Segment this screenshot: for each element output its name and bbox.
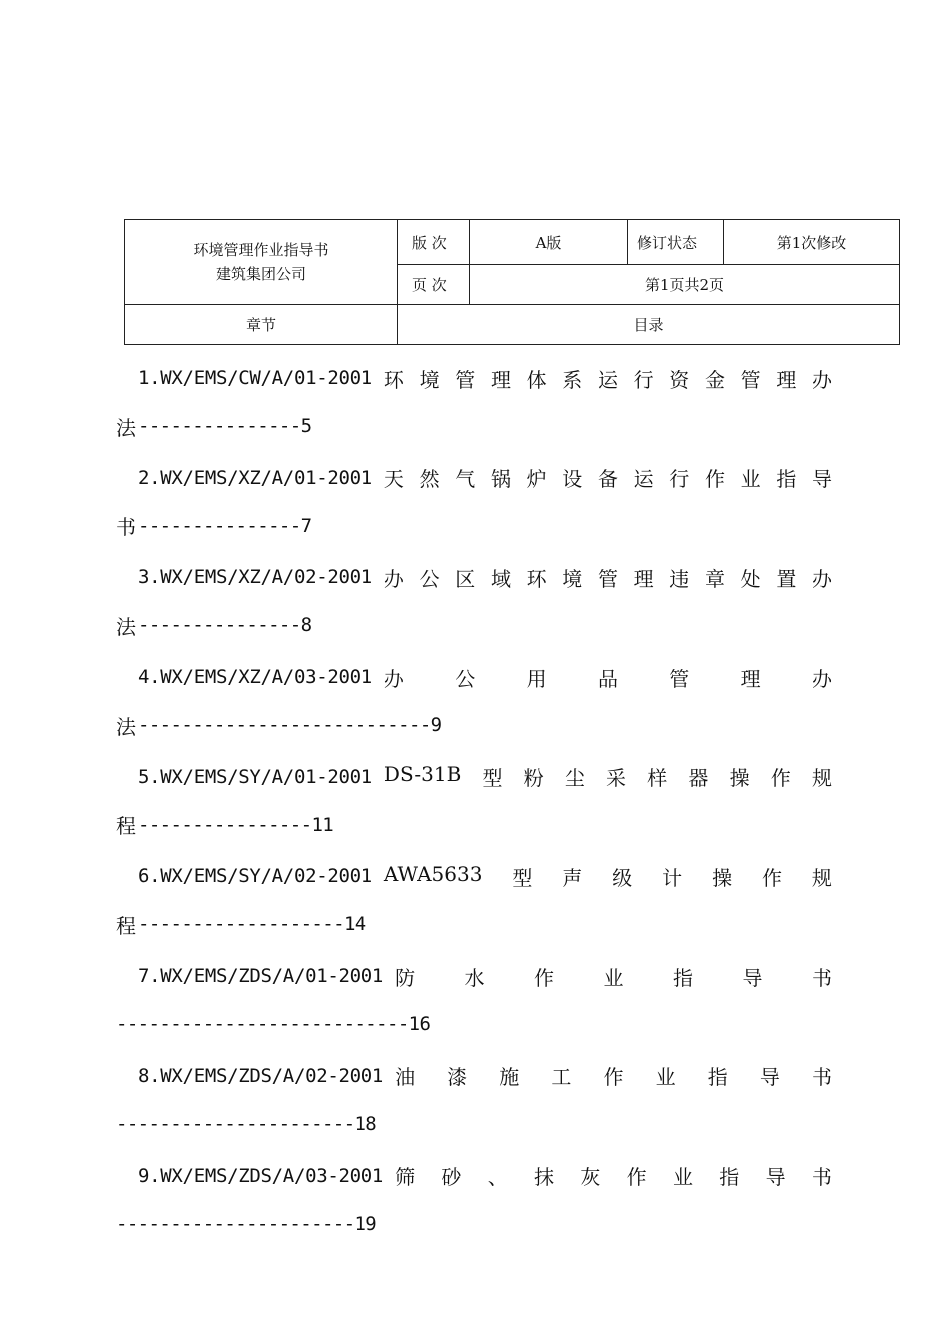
toc-entry-line2 [116,406,311,446]
page-value: 第1页共2页 [470,265,900,305]
toc-document-code: 6.WX/EMS/SY/A/02-2001 [138,865,372,888]
toc-title-char: 体 [526,367,547,392]
toc-leader: ------------------- [138,913,344,936]
toc-title-char: 管 [740,367,761,392]
toc-title-char: 操 [729,766,750,791]
toc-title-char: 品 [597,666,618,691]
toc-title [384,463,832,492]
toc-title-char: 操 [712,865,733,890]
toc-title-char: 指 [673,965,693,990]
toc-title-char: 导 [765,1165,786,1189]
toc-title [384,563,832,592]
toc-title-char: 型 [482,766,503,791]
toc-title-char: 规 [811,766,832,791]
toc-entry-line2 [116,506,311,546]
toc-title-char: 抹 [534,1165,554,1189]
toc-title-char: 管 [669,666,690,691]
toc-title-char: 砂 [441,1165,462,1189]
toc-page-number: 5 [300,415,312,437]
toc-entry-line1 [138,956,832,996]
toc-entry-line2 [116,605,311,645]
toc-entry-line2 [116,1104,376,1144]
toc-title-char: 导 [811,467,832,492]
toc-title-char: 天 [383,467,404,492]
toc-entry-line1 [138,1056,832,1096]
toc-title-char: 业 [655,1065,676,1090]
toc-leader: ---------------- [138,813,312,836]
toc-entry-line1 [138,458,832,498]
toc-title [384,862,832,891]
toc-document-code: 8.WX/EMS/ZDS/A/02-2001 [138,1064,384,1087]
document-header-table [124,219,900,345]
toc-page-number: 19 [354,1212,377,1235]
toc-title-char: 公 [455,666,476,691]
toc-title-char: 违 [669,566,690,591]
toc-title-char: 用 [526,666,547,691]
toc-title [384,762,832,791]
toc-title-char: 、 [487,1165,508,1189]
toc-title-char: 作 [770,766,791,791]
toc-title-char: 筛 [395,1165,416,1189]
revision-value: 第1次修改 [724,220,900,265]
toc-title-char: 区 [455,566,476,591]
revision-label: 修订状态 [628,220,724,265]
toc-title-tail: 法 [116,714,136,739]
toc-title-char: 气 [455,467,476,492]
toc-title-char: 导 [759,1065,780,1090]
toc-document-code: 1.WX/EMS/CW/A/01-2001 [138,367,372,389]
toc-entry[interactable] [0,1048,950,1148]
toc-title [384,663,832,692]
toc-entry-line1 [138,657,832,697]
toc-title-char: 金 [704,367,725,392]
toc-leader: --------------------------- [138,714,431,737]
toc-page-number: 7 [300,514,312,537]
toc-title-char: 理 [633,566,654,591]
toc-title-char: 导 [742,965,763,990]
toc-page-number: 16 [408,1013,431,1036]
toc-title-char: 理 [776,367,797,392]
toc-title-char: 管 [455,367,476,392]
toc-entry[interactable] [0,1148,950,1248]
toc-title-char: 水 [464,965,485,990]
toc-title-char: 理 [490,367,511,392]
toc-title-char: 书 [811,1165,832,1189]
toc-title-char: 域 [490,566,511,591]
toc-document-code: 9.WX/EMS/ZDS/A/03-2001 [138,1164,384,1187]
toc-title-char: DS-31B [383,762,462,787]
toc-entry-line2 [116,904,366,944]
toc-title-char: 理 [740,666,761,691]
company-cell [125,220,398,305]
toc-title-char: 油 [395,1065,416,1090]
toc-title-char: 作 [762,865,782,890]
toc-title-char: 公 [419,566,440,591]
toc-title-char: 行 [669,467,690,492]
toc-page-number: 8 [300,614,312,637]
toc-leader: --------------- [138,514,301,537]
toc-title-char: 样 [647,766,668,791]
company-name: 建筑集团公司 [215,265,306,283]
toc-entry-line1 [138,757,832,797]
toc-title-char: 业 [603,965,624,990]
toc-entry[interactable] [0,848,950,948]
toc-title-char: 型 [512,865,533,890]
toc-entry-line1 [138,358,832,398]
document-title: 环境管理作业指导书 [193,241,329,259]
toc-page-number: 9 [430,714,442,737]
chapter-label: 章节 [125,305,398,345]
toc-title-char: 指 [776,467,797,492]
toc-title [395,1061,832,1090]
toc-entry[interactable] [0,450,950,550]
toc-title-char: 系 [562,367,583,392]
toc-entry-line2 [116,805,333,845]
toc-title-char: 漆 [447,1065,468,1090]
toc-entry[interactable] [0,948,950,1048]
page-label: 页 次 [398,265,470,305]
toc-title-char: 级 [612,865,633,890]
toc-title [395,1161,832,1190]
toc-title-char: 处 [740,566,761,591]
toc-document-code: 5.WX/EMS/SY/A/01-2001 [138,765,372,788]
toc-entry[interactable] [0,649,950,749]
toc-title-char: 书 [811,965,832,990]
toc-title-char: 资 [669,367,690,392]
toc-title-char: 书 [811,1065,832,1090]
toc-entry-line2 [116,1204,376,1244]
toc-title-char: AWA5633 [383,861,483,886]
toc-title-char: 办 [383,566,404,591]
toc-title-char: 业 [740,467,761,492]
toc-title-char: 尘 [564,766,585,791]
toc-leader: ---------------------- [116,1112,355,1135]
toc-title-char: 防 [395,965,416,990]
toc-title-tail: 程 [116,814,136,839]
toc-title-tail: 程 [116,913,136,938]
toc-title-char: 运 [633,467,654,492]
toc-title-char: 计 [662,865,683,890]
toc-title-char: 采 [606,766,627,791]
toc-page-number: 11 [311,813,334,836]
toc-page-number: 14 [343,913,366,936]
toc-title-char: 指 [719,1165,740,1189]
toc-document-code: 3.WX/EMS/XZ/A/02-2001 [138,566,372,589]
toc-entry[interactable] [0,350,950,450]
toc-title-char: 设 [562,467,583,492]
toc-title-char: 备 [597,467,618,492]
toc-title-char: 器 [688,766,709,791]
toc-title-char: 工 [551,1065,572,1090]
toc-entry-line1 [138,856,832,896]
toc-title-char: 环 [526,566,547,591]
toc-document-code: 2.WX/EMS/XZ/A/01-2001 [138,466,372,489]
toc-title-char: 置 [776,566,797,591]
toc-title-char: 施 [499,1065,520,1090]
toc-title-char: 作 [534,965,555,990]
toc-title-char: 然 [419,467,440,492]
toc-entry-line1 [138,1156,832,1196]
table-of-contents [0,350,950,1247]
toc-title-char: 业 [672,1165,693,1189]
toc-title-tail: 书 [116,515,136,540]
toc-label: 目录 [398,305,900,345]
toc-entry[interactable] [0,549,950,649]
toc-entry[interactable] [0,749,950,849]
toc-title-char: 环 [383,367,404,392]
toc-title-char: 作 [603,1065,624,1090]
toc-title-char: 办 [811,566,832,591]
toc-title-tail: 法 [116,614,136,639]
toc-title-char: 章 [704,566,725,591]
toc-title [384,364,832,393]
toc-entry-line2 [116,705,442,745]
edition-value: A版 [470,220,628,265]
toc-leader: ---------------------- [116,1212,355,1235]
toc-title-char: 管 [597,566,618,591]
toc-title-char: 作 [704,467,725,492]
toc-title-char: 灰 [580,1165,601,1189]
toc-title-char: 规 [811,865,832,890]
toc-document-code: 4.WX/EMS/XZ/A/03-2001 [138,666,372,689]
edition-label: 版 次 [398,220,470,265]
toc-title-char: 作 [626,1165,647,1189]
toc-title-char: 行 [633,367,654,392]
toc-leader: --------------- [138,614,301,637]
toc-title-char: 锅 [490,467,511,492]
toc-title-char: 办 [811,367,832,392]
toc-leader: --------------- [138,415,301,437]
toc-title-tail: 法 [116,415,136,440]
toc-title [395,962,832,991]
toc-page-number: 18 [354,1112,377,1135]
toc-title-char: 炉 [526,467,547,492]
toc-entry-line2 [116,1004,430,1044]
toc-title-char: 运 [597,367,618,392]
toc-entry-line1 [138,557,832,597]
toc-title-char: 境 [562,566,583,591]
toc-title-char: 粉 [523,766,544,791]
toc-title-char: 办 [383,666,404,691]
toc-title-char: 办 [811,666,832,691]
toc-document-code: 7.WX/EMS/ZDS/A/01-2001 [138,965,384,988]
toc-title-char: 声 [562,865,583,890]
toc-title-char: 境 [419,367,440,392]
toc-leader: --------------------------- [116,1013,409,1036]
toc-title-char: 指 [707,1065,728,1090]
